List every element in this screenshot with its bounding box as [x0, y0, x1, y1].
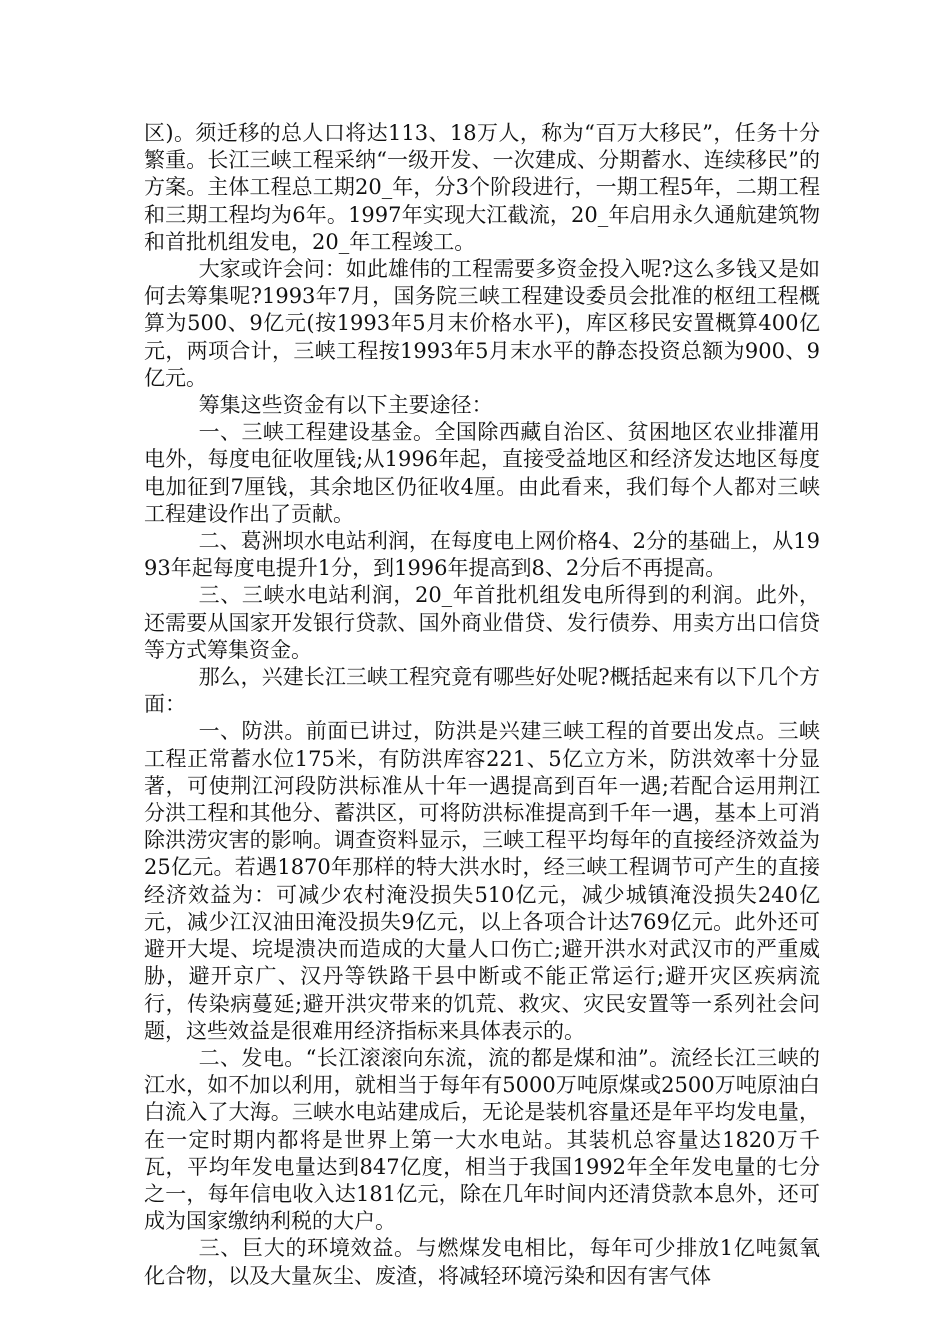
paragraph-funding-question: 大家或许会问：如此雄伟的工程需要多资金投入呢?这么多钱又是如何去筹集呢?1993年7月，国务院三峡工程建设委员会批准的枢纽工程概算为500、9亿元(按1993年5月末价格水平)，库区移民安置概算400亿元，两项合计，三峡工程按1993年5月末水平的静态投资总额为900、9亿元。 [144, 257, 820, 390]
paragraph-flood-control: 一、防洪。前面已讲过，防洪是兴建三峡工程的首要出发点。三峡工程正常蓄水位175米，有防洪库容221、5亿立方米，防洪效率十分显著，可使荆江河段防洪标准从十年一遇提高到百年一遇;若配合运用荆江分洪工程和其他分、蓄洪区，可将防洪标准提高到千年一遇，基本上可消除洪涝灾害的影响。调查资料显示，三峡工程平均每年的直接经济效益为25亿元。若遇1870年那样的特大洪水时，经三峡工程调节可产生的直接经济效益为：可减少农村淹没损失510亿元，减少城镇淹没损失240亿元，减少江汉油田淹没损失9亿元，以上各项合计达769亿元。此外还可避开大堤、垸堤溃决而造成的大量人口伤亡;避开洪水对武汉市的严重威胁，避开京广、汉丹等铁路干县中断或不能正常运行;避开灾区疾病流行，传染病蔓延;避开洪灾带来的饥荒、救灾、灾民安置等一系列社会问题，这些效益是很难用经济指标来具体表示的。 [144, 719, 820, 1043]
paragraph-environmental-benefit: 三、巨大的环境效益。与燃煤发电相比，每年可少排放1亿吨氮氧化合物，以及大量灰尘、废渣，将减轻环境污染和因有害气体 [144, 1236, 820, 1288]
paragraph-benefits-intro: 那么，兴建长江三峡工程究竟有哪些好处呢?概括起来有以下几个方面： [144, 665, 820, 717]
paragraph-construction-fund: 一、三峡工程建设基金。全国除西藏自治区、贫困地区农业排灌用电外，每度电征收厘钱;从1996年起，直接受益地区和经济发达地区每度电加征到7厘钱，其余地区仍征收4厘。由此看来，我们每个人都对三峡工程建设作出了贡献。 [144, 420, 820, 526]
document-page [144, 120, 820, 1290]
paragraph-funding-sources-intro: 筹集这些资金有以下主要途径： [198, 393, 493, 418]
paragraph-relocation: 区)。须迁移的总人口将达113、18万人，称为“百万大移民”，任务十分繁重。长江三峡工程采纳“一级开发、一次建成、分期蓄水、连续移民”的方案。主体工程总工期20_年，分3个阶段进行，一期工程5年，二期工程和三期工程均为6年。1997年实现大江截流，20_年启用永久通航建筑物和首批机组发电，20_年工程竣工。 [144, 121, 820, 254]
paragraph-sanxia-profit: 三、三峡水电站利润，20_年首批机组发电所得到的利润。此外，还需要从国家开发银行贷款、国外商业借贷、发行债券、用卖方出口信贷等方式筹集资金。 [144, 583, 820, 662]
paragraph-gezhouba-profit: 二、葛洲坝水电站利润，在每度电上网价格4、2分的基础上，从1993年起每度电提升1分，到1996年提高到8、2分后不再提高。 [144, 529, 820, 581]
paragraph-power-generation: 二、发电。“长江滚滚向东流，流的都是煤和油”。流经长江三峡的江水，如不加以利用，就相当于每年有5000万吨原煤或2500万吨原油白白流入了大海。三峡水电站建成后，无论是装机容量还是年平均发电量，在一定时期内都将是世界上第一大水电站。其装机总容量达1820万千瓦，平均年发电量达到847亿度，相当于我国1992年全年发电量的七分之一，每年信电收入达181亿元，除在几年时间内还清贷款本息外，还可成为国家缴纳利税的大户。 [144, 1045, 820, 1234]
